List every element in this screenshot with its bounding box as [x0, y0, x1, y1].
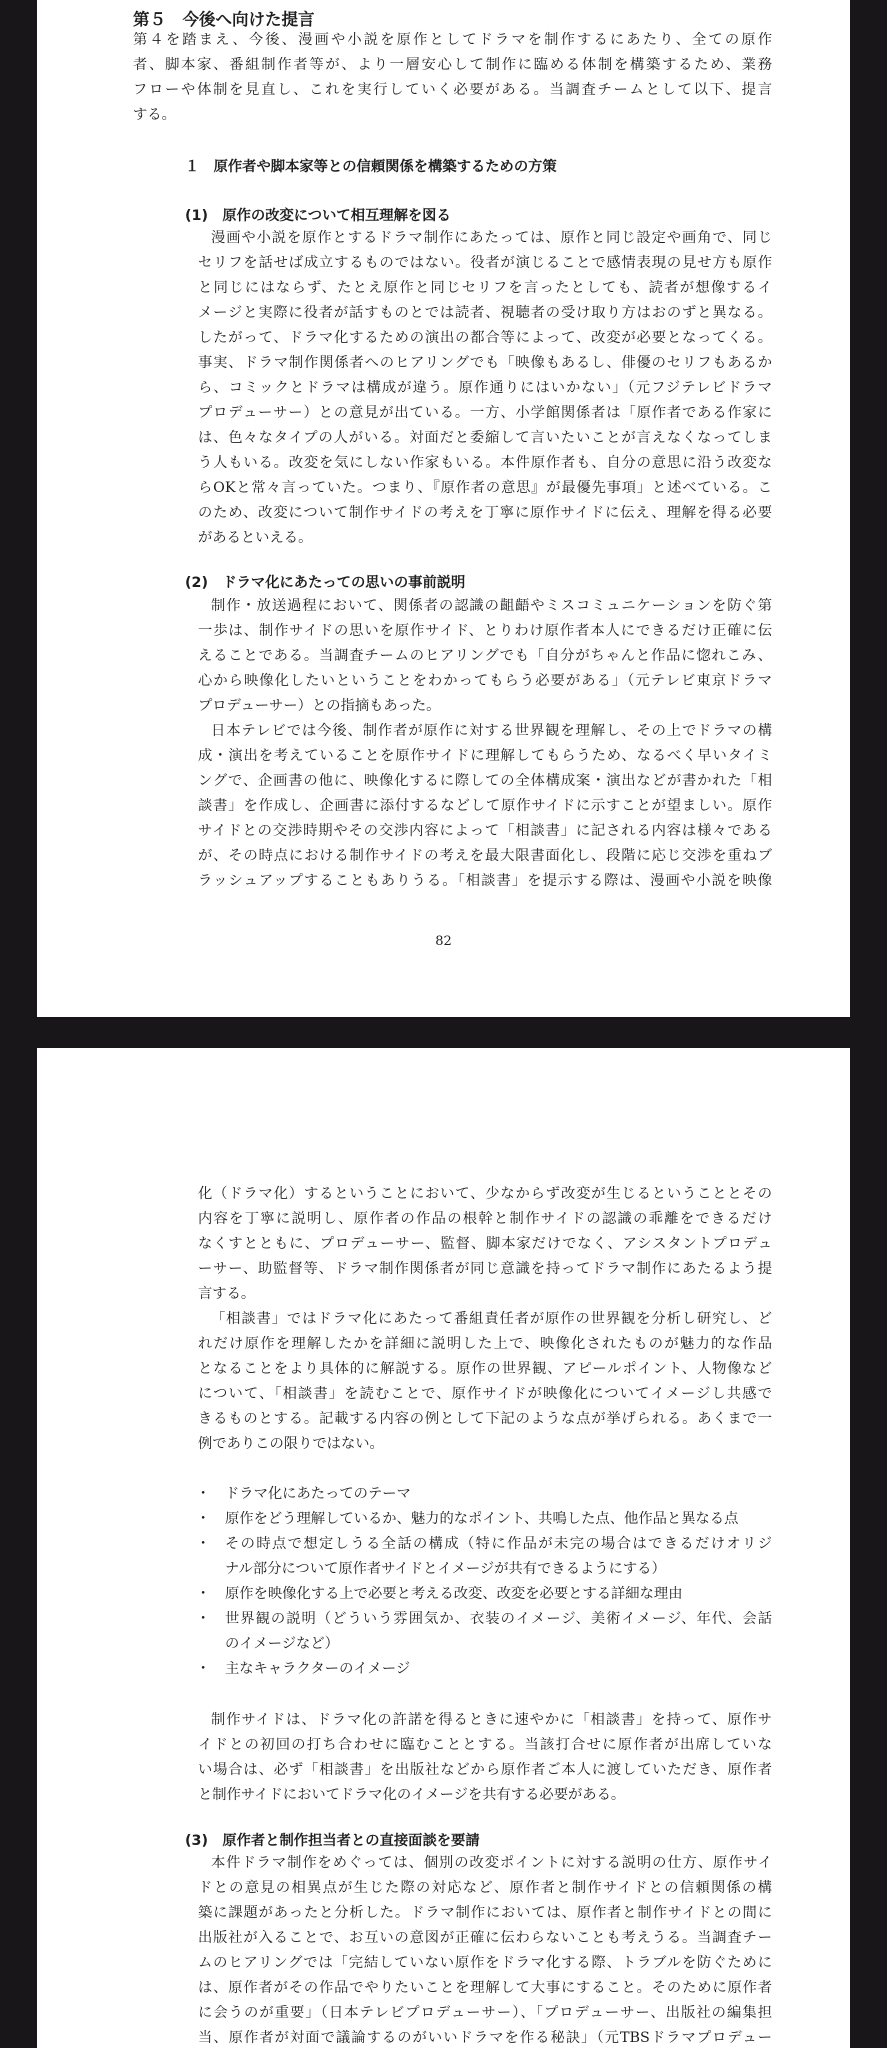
text-line: が、その時点における制作サイドの考えを最大限書面化し、段階に応じ交渉を重ねブ [198, 848, 772, 864]
page-number: 82 [435, 934, 452, 949]
bullet-mark: ・ [196, 1586, 211, 1602]
text-line: 制作サイドは、ドラマ化の許諾を得るときに速やかに「相談書」を持って、原作サ [211, 1712, 772, 1728]
text-line: 当、原作者が対面で議論するのがいいドラマを作る秘訣」（元TBSドラマプロデュー [198, 2030, 772, 2046]
text-line: ムのヒアリングでは「完結していない原作をドラマ化する際、トラブルを防ぐために [198, 1955, 772, 1971]
text-line: について、「相談書」を読むことで、原作サイドが映像化についてイメージし共感で [198, 1386, 772, 1402]
text-line: 談書」を作成し、企画書に添付するなどして原作サイドに示すことが望ましい。原作 [198, 798, 772, 814]
chapter-heading: 第５ 今後へ向けた提言 [133, 10, 315, 29]
text-line: う人もいる。改変を気にしない作家もいる。本件原作者も、自分の意思に沿う改変な [198, 455, 772, 471]
text-line: と制作サイドにおいてドラマ化のイメージを共有する必要がある。 [198, 1787, 626, 1803]
text-line: らOKと常々言っていた。つまり、『原作者の意思』が最優先事項」と述べている。こ [198, 480, 772, 496]
text-line: 本件ドラマ制作をめぐっては、個別の改変ポイントに対する説明の仕方、原作サイ [211, 1855, 772, 1871]
text-line: のイメージなど） [225, 1636, 339, 1652]
bullet-mark: ・ [196, 1536, 211, 1552]
text-line: 主なキャラクターのイメージ [225, 1661, 411, 1677]
text-line: プロデューサー）との指摘もあった。 [198, 698, 441, 714]
subsection-heading-3: (3) 原作者と制作担当者との直接面談を要請 [185, 1833, 480, 1849]
text-line: ナル部分について原作者サイドとイメージが共有できるようにする） [225, 1561, 666, 1577]
text-line: イドとの初回の打ち合わせに臨むこととする。当該打合せに原作者が出席していな [198, 1737, 772, 1753]
text-line: 第４を踏まえ、今後、漫画や小説を原作としてドラマを制作するにあたり、全ての原作 [133, 32, 772, 48]
text-line: きるものとする。記載する内容の例として下記のような点が挙げられる。あくまで一 [198, 1411, 772, 1427]
text-line: のため、改変について制作サイドの考えを丁寧に原作サイドに伝え、理解を得る必要 [198, 505, 772, 521]
text-line: したがって、ドラマ化するための演出の都合等によって、改変が必要となってくる。 [198, 330, 772, 346]
text-line: する。 [133, 107, 176, 123]
text-line: 日本テレビでは今後、制作者が原作に対する世界観を理解し、その上でドラマの構 [211, 723, 772, 739]
text-line: 築に課題があったと分析した。ドラマ制作においては、原作者と制作サイドとの間に [198, 1905, 772, 1921]
text-line: 化（ドラマ化）するということにおいて、少なからず改変が生じるということとその [198, 1186, 772, 1202]
bullet-mark: ・ [196, 1661, 211, 1677]
text-line: 成・演出を考えていることを原作サイドに理解してもらうため、なるべく早いタイミ [198, 748, 772, 764]
text-line: 者、脚本家、番組制作者等が、より一層安心して制作に臨める体制を構築するため、業務 [133, 57, 772, 73]
section-heading-1: １ 原作者や脚本家等との信頼関係を構築するための方策 [185, 159, 557, 175]
subsection-heading-1: (1) 原作の改変について相互理解を図る [185, 208, 451, 224]
text-line: ドラマ化にあたってのテーマ [225, 1486, 411, 1502]
text-line: 制作・放送過程において、関係者の認識の齟齬やミスコミュニケーションを防ぐ第 [211, 598, 772, 614]
text-line: 原作をどう理解しているか、魅力的なポイント、共鳴した点、他作品と異なる点 [225, 1511, 739, 1527]
text-line: 漫画や小説を原作とするドラマ制作にあたっては、原作と同じ設定や画角で、同じ [211, 230, 772, 246]
text-line: プロデューサー）との意見が出ている。一方、小学館関係者は「原作者である作家に [198, 405, 772, 421]
bullet-mark: ・ [196, 1511, 211, 1527]
text-line: 内容を丁寧に説明し、原作者の作品の根幹と制作サイドの認識の乖離をできるだけ [198, 1211, 772, 1227]
subsection-heading-2: (2) ドラマ化にあたっての思いの事前説明 [185, 575, 466, 591]
text-line: ラッシュアップすることもありうる。「相談書」を提示する際は、漫画や小説を映像 [198, 873, 772, 889]
text-line: 原作を映像化する上で必要と考える改変、改変を必要とする詳細な理由 [225, 1586, 683, 1602]
text-line: 心から映像化したいということをわかってもらう必要がある」（元テレビ東京ドラマ [198, 673, 772, 689]
text-line: 言する。 [198, 1286, 256, 1302]
text-line: 「相談書」ではドラマ化にあたって番組責任者が原作の世界観を分析し研究し、ど [211, 1311, 772, 1327]
text-line: に会うのが重要」（日本テレビプロデューサー）、「プロデューサー、出版社の編集担 [198, 2005, 772, 2021]
text-line: があるといえる。 [198, 530, 313, 546]
text-line: セリフを話せば成立するものではない。役者が演じることで感情表現の見せ方も原作 [198, 255, 772, 271]
text-line: い場合は、必ず「相談書」を出版社などから原作者ご本人に渡していただき、原作者 [198, 1762, 772, 1778]
text-line: なくすとともに、プロデューサー、監督、脚本家だけでなく、アシスタントプロデュ [198, 1236, 772, 1252]
report-page-82 [37, 0, 850, 1017]
text-line: 一歩は、制作サイドの思いを原作サイド、とりわけ原作者本人にできるだけ正確に伝 [198, 623, 772, 639]
text-line: フローや体制を見直し、これを実行していく必要がある。当調査チームとして以下、提言 [133, 82, 772, 98]
text-line: れだけ原作を理解したかを詳細に説明した上で、映像化されたものが魅力的な作品 [198, 1336, 772, 1352]
text-line: は、色々なタイプの人がいる。対面だと委縮して言いたいことが言えなくなってしま [198, 430, 772, 446]
text-line: ら、コミックとドラマは構成が違う。原作通りにはいかない」（元フジテレビドラマ [198, 380, 772, 396]
bullet-mark: ・ [196, 1611, 211, 1627]
text-line: 事実、ドラマ制作関係者へのヒアリングでも「映像もあるし、俳優のセリフもあるか [198, 355, 772, 371]
text-line: ーサー、助監督等、ドラマ制作関係者が同じ意識を持ってドラマ制作にあたるよう提 [198, 1261, 772, 1277]
text-line: 世界観の説明（どういう雰囲気か、衣装のイメージ、美術イメージ、年代、会話 [225, 1611, 772, 1627]
text-line: は、原作者がその作品でやりたいことを理解して大事にすること。そのために原作者 [198, 1980, 772, 1996]
text-line: えることである。当調査チームのヒアリングでも「自分がちゃんと作品に惚れこみ、 [198, 648, 772, 664]
text-line: と同じにはならず、たとえ原作と同じセリフを言ったとしても、読者が想像するイ [198, 280, 772, 296]
bullet-mark: ・ [196, 1486, 211, 1502]
text-line: メージと実際に役者が話すものとでは読者、視聴者の受け取り方はおのずと異なる。 [198, 305, 772, 321]
text-line: ングで、企画書の他に、映像化するに際しての全体構成案・演出などが書かれた「相 [198, 773, 772, 789]
text-line: 例でありこの限りではない。 [198, 1436, 384, 1452]
text-line: サイドとの交渉時期やその交渉内容によって「相談書」に記される内容は様々である [198, 823, 772, 839]
text-line: ドとの意見の相異点が生じた際の対応など、原作者と制作サイドとの信頼関係の構 [198, 1880, 772, 1896]
text-line: 出版社が入ることで、お互いの意図が正確に伝わらないことも考えうる。当調査チー [198, 1930, 772, 1946]
text-line: その時点で想定しうる全話の構成（特に作品が未完の場合はできるだけオリジ [225, 1536, 772, 1552]
report-page-83 [37, 1048, 850, 2048]
text-line: となることをより具体的に解説する。原作の世界観、アピールポイント、人物像など [198, 1361, 772, 1377]
